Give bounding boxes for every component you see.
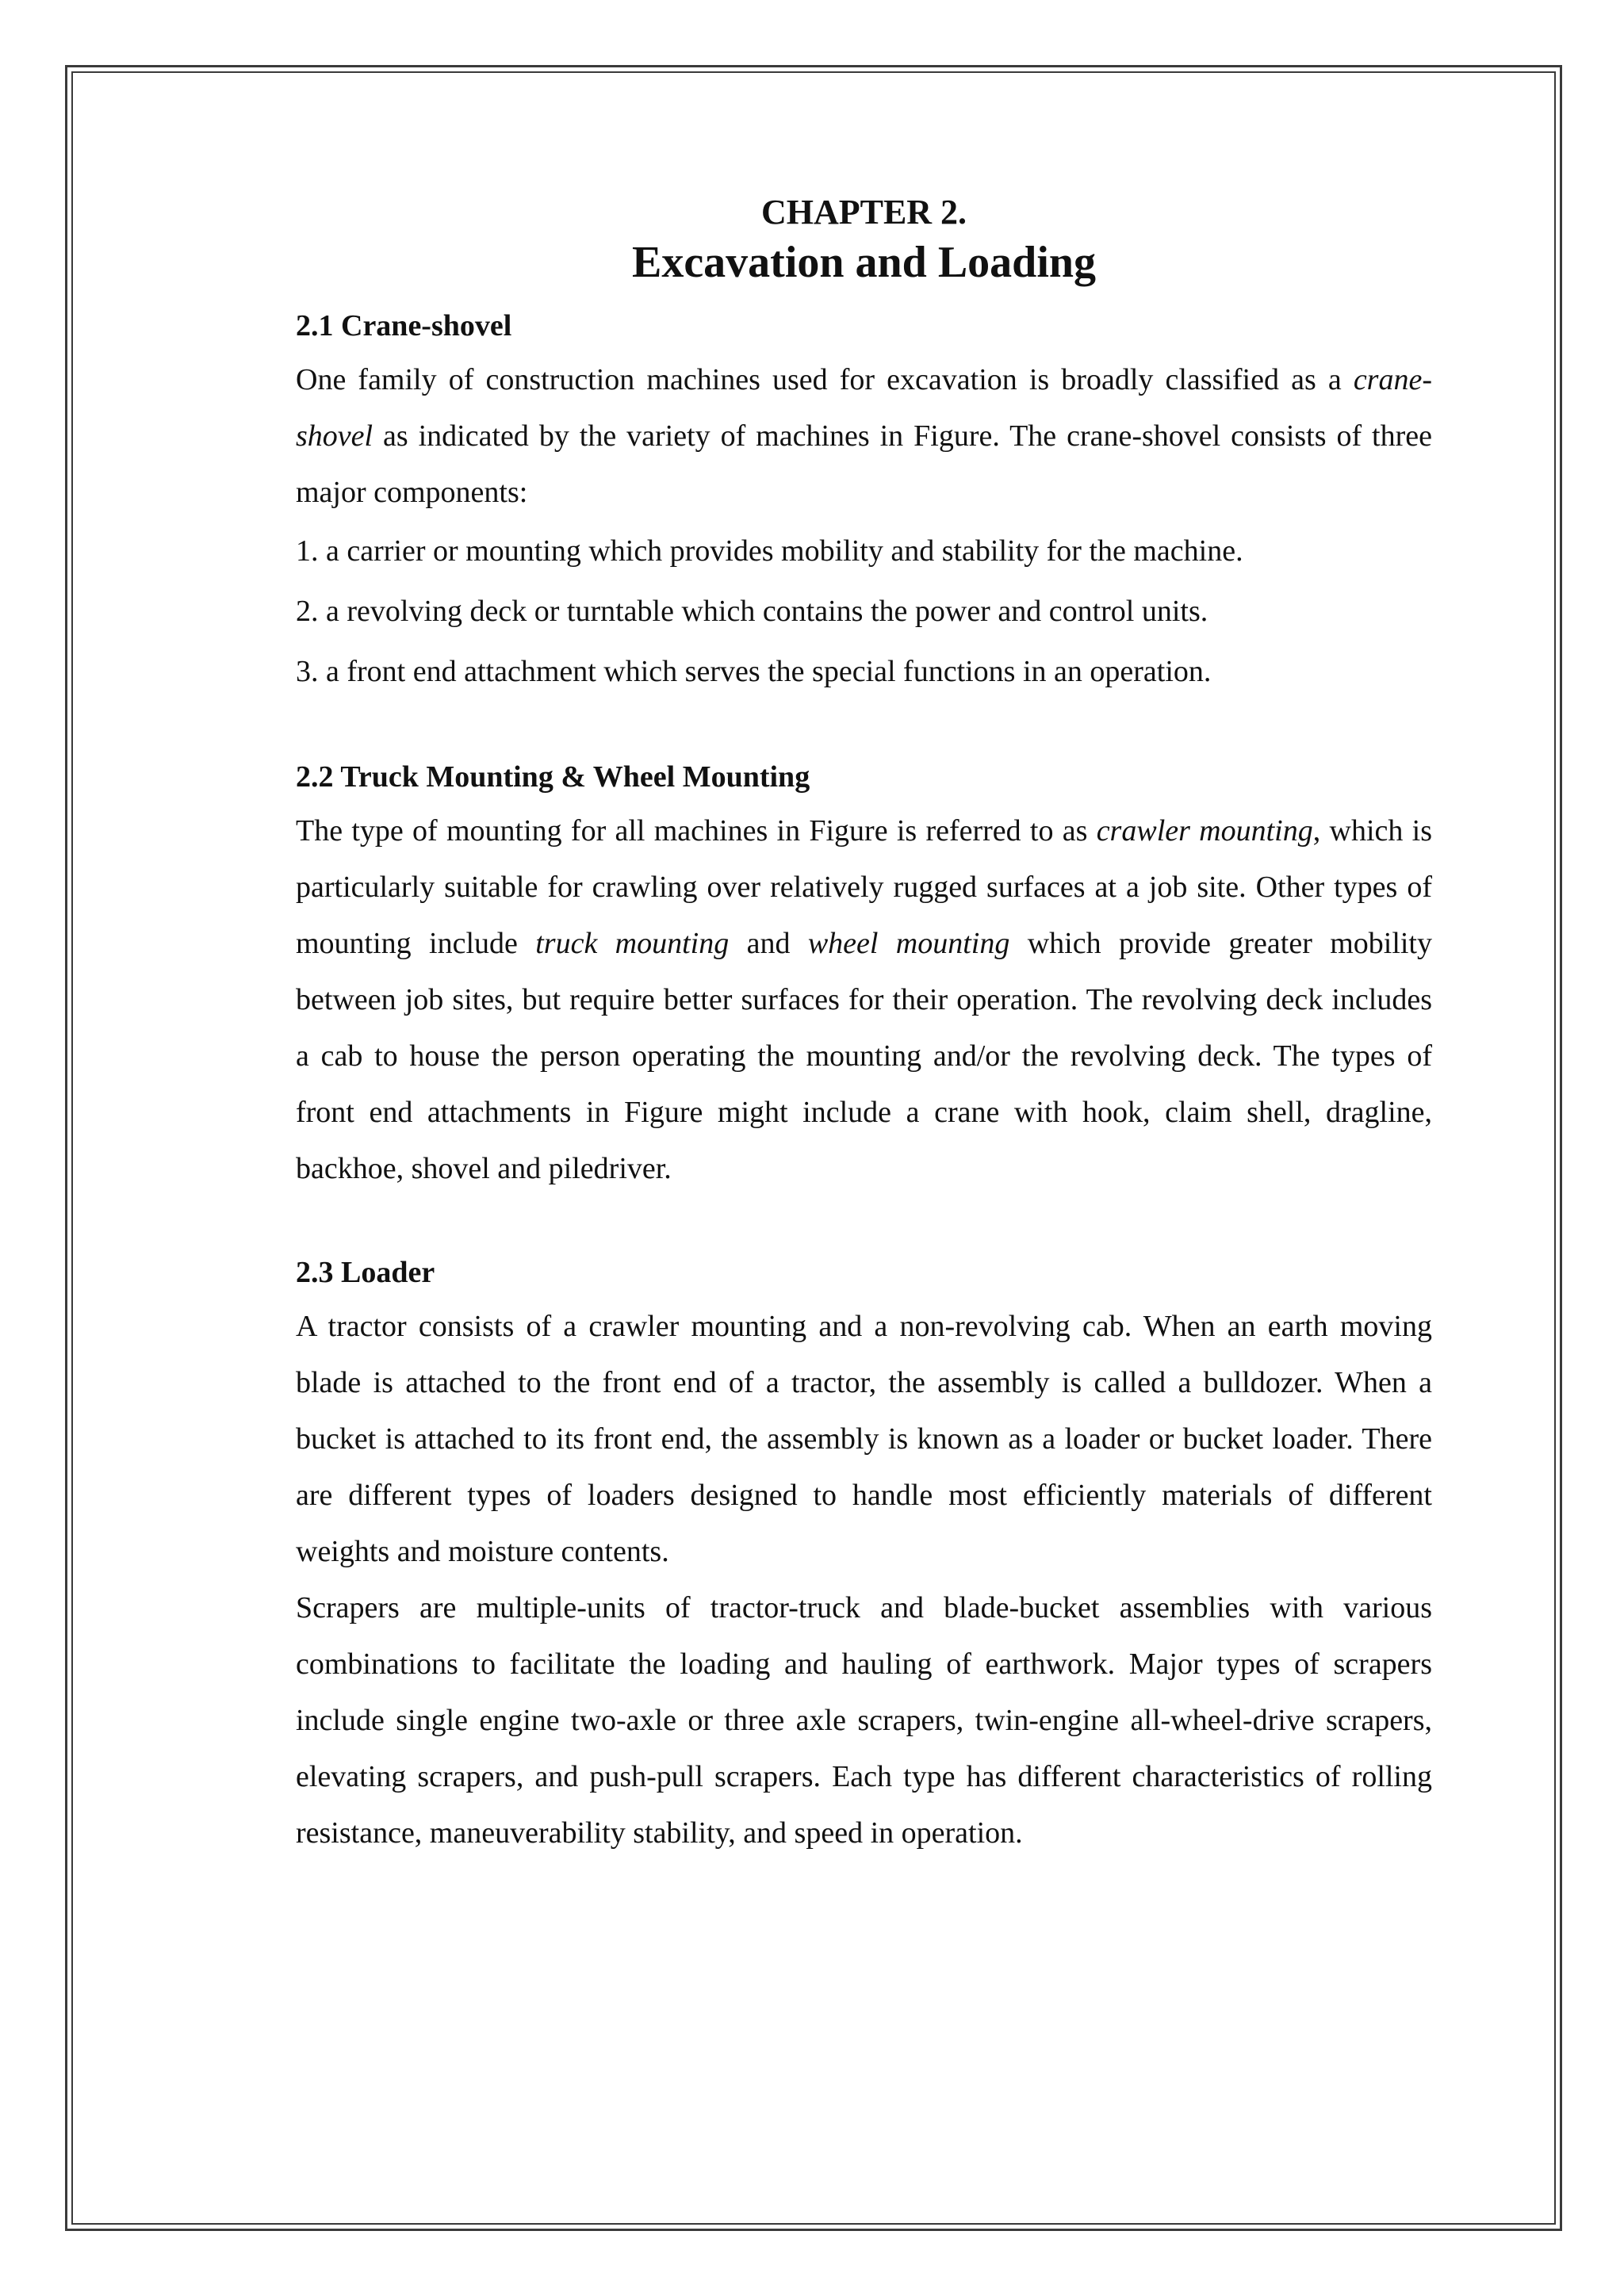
paragraph: A tractor consists of a crawler mounting and a non-revolving cab. When an earth moving blade is attached to the front end of a tractor, the assembly is called a bulldozer. When a bucket is attached to its front end, the assembly is known as a loader or bucket loader. There are different types of loaders designed to handle most efficiently materials of different weights and moisture contents. bbox=[296, 1310, 1432, 1568]
italic-term: truck mounting bbox=[535, 927, 730, 960]
text-run: which provide greater mobility between job sites, but require better surfaces for their operation. The revolving deck includes a cab to house the person operating the mounting and/or the revolving deck. The types of front end attachments in Figure might include a crane with hook, claim shell, dragline, backhoe, shovel and piledriver. bbox=[296, 927, 1432, 1185]
text-run: as indicated by the variety of machines in Figure. The crane-shovel consists of three major components: bbox=[296, 419, 1432, 509]
chapter-title: Excavation and Loading bbox=[631, 238, 1097, 287]
text-run: One family of construction machines used for excavation is broadly classified as a bbox=[296, 363, 1354, 396]
section-mounting bbox=[296, 757, 1432, 1197]
text-run: , which is particularly suitable for crawling over relatively rugged surfaces at a job site. Other types of mounting include bbox=[296, 814, 1432, 960]
list-item: 3. a front end attachment which serves the special functions in an operation. bbox=[296, 655, 1212, 688]
italic-term: crawler mounting bbox=[1096, 814, 1313, 848]
section-loader bbox=[296, 1253, 1432, 1862]
paragraph bbox=[296, 803, 1432, 1197]
section-heading: 2.1 Crane-shovel bbox=[296, 309, 512, 342]
italic-term: crane-shovel bbox=[296, 363, 1432, 453]
list-item: 1. a carrier or mounting which provides mobility and stability for the machine. bbox=[296, 534, 1243, 568]
section-heading: 2.3 Loader bbox=[296, 1256, 435, 1289]
section-heading: 2.2 Truck Mounting & Wheel Mounting bbox=[296, 760, 810, 794]
document-body bbox=[296, 190, 1432, 1917]
italic-term: wheel mounting bbox=[807, 927, 1010, 960]
text-run: The type of mounting for all machines in Figure is referred to as bbox=[296, 814, 1097, 848]
paragraph bbox=[296, 352, 1432, 521]
section-crane-shovel bbox=[296, 306, 1432, 702]
chapter-label: CHAPTER 2. bbox=[760, 193, 967, 232]
text-run: and bbox=[729, 927, 808, 960]
paragraph: Scrapers are multiple-units of tractor-truck and blade-bucket assemblies with various combinations to facilitate the loading and hauling of earthwork. Major types of scrapers include single engine two-axle or three axle scrapers, twin-engine all-wheel-drive scrapers, elevating scrapers, and push-pull scrapers. Each type has different characteristics of rolling resistance, maneuverability stability, and speed in operation. bbox=[296, 1591, 1432, 1850]
list-item: 2. a revolving deck or turntable which contains the power and control units. bbox=[296, 595, 1208, 628]
